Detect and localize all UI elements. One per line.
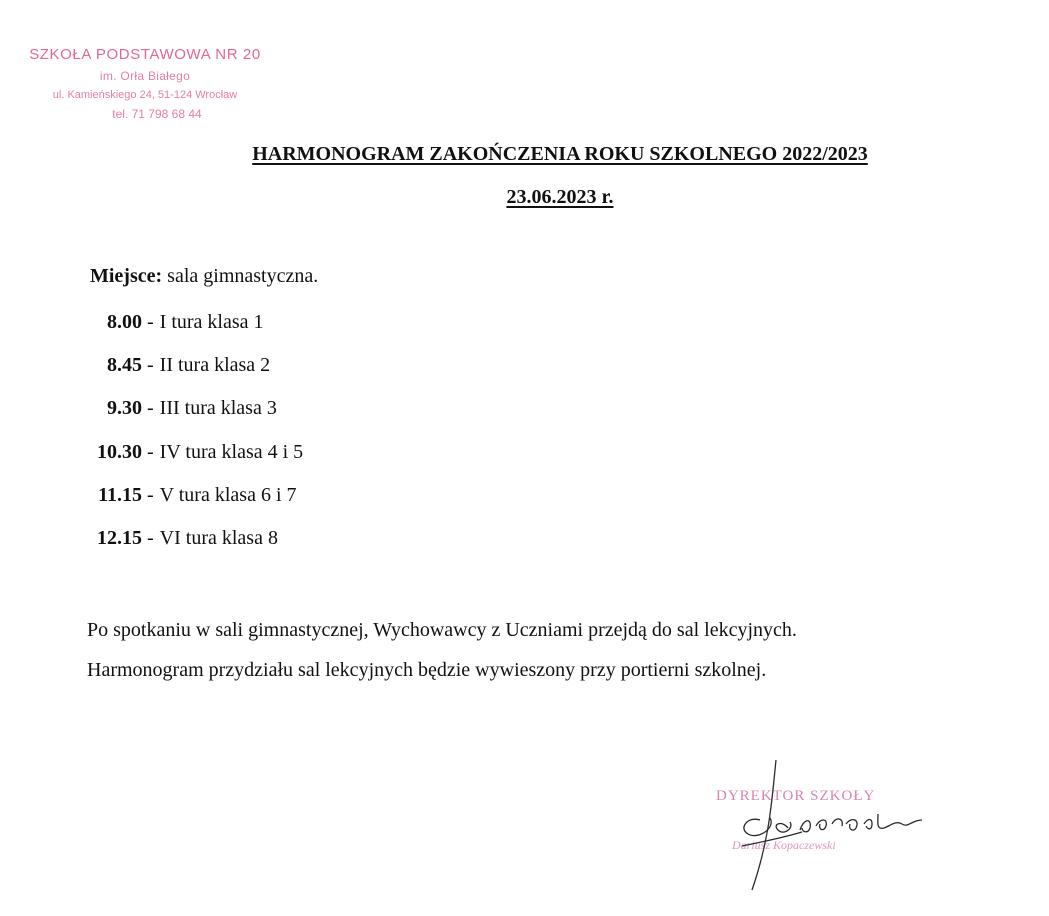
schedule-time: 10.30 [97,440,142,463]
schedule-desc: V tura klasa 6 i 7 [159,483,297,506]
stamp-address: ul. Kamieńskiego 24, 51-124 Wrocław [52,89,238,101]
schedule-desc: I tura klasa 1 [159,311,264,333]
schedule-desc: IV tura klasa 4 i 5 [159,440,304,463]
schedule-desc: III tura klasa 3 [159,397,277,420]
schedule-desc: II tura klasa 2 [159,354,271,377]
place-value: sala gimnastyczna. [162,265,319,287]
signature-role: DYREKTOR SZKOŁY [716,788,876,804]
schedule-dash: - [147,397,154,420]
schedule-list [86,308,303,567]
schedule-dash: - [147,311,154,333]
schedule-time: 8.45 [107,354,142,377]
schedule-desc: VI tura klasa 8 [159,526,278,549]
signature-name: Dariusz Kopaczewski [732,838,836,852]
schedule-dash: - [147,483,154,506]
stamp-patron: im. Orła Białego [99,69,191,83]
schedule-dash: - [147,354,154,377]
note-paragraph: Po spotkaniu w sali gimnastycznej, Wychowawcy z Uczniami przejdą do sal lekcyjnych. [87,619,797,641]
schedule-row [86,308,303,351]
schedule-time: 9.30 [107,397,142,420]
stamp-phone: tel. 71 798 68 44 [112,107,202,121]
schedule-row [86,481,303,524]
schedule-row [86,438,303,481]
place-line [90,265,318,288]
schedule-row [86,351,303,394]
schedule-dash: - [147,526,154,549]
note-paragraph: Harmonogram przydziału sal lekcyjnych będzie wywieszony przy portierni szkolnej. [87,659,767,681]
schedule-time: 8.00 [107,311,142,333]
schedule-dash: - [147,440,154,463]
school-stamp [0,44,290,124]
stamp-school-name: SZKOŁA PODSTAWOWA NR 20 [29,46,261,63]
notes [87,610,797,690]
document-title: HARMONOGRAM ZAKOŃCZENIA ROKU SZKOLNEGO 2022/2023 [252,143,868,165]
schedule-row [86,524,303,567]
schedule-time: 12.15 [97,526,142,549]
document-date: 23.06.2023 r. [506,186,614,208]
schedule-time: 11.15 [98,483,142,506]
director-signature-stamp [712,758,952,898]
handwritten-signature-icon [712,758,952,898]
place-label: Miejsce: [90,265,163,287]
schedule-row [86,394,303,437]
